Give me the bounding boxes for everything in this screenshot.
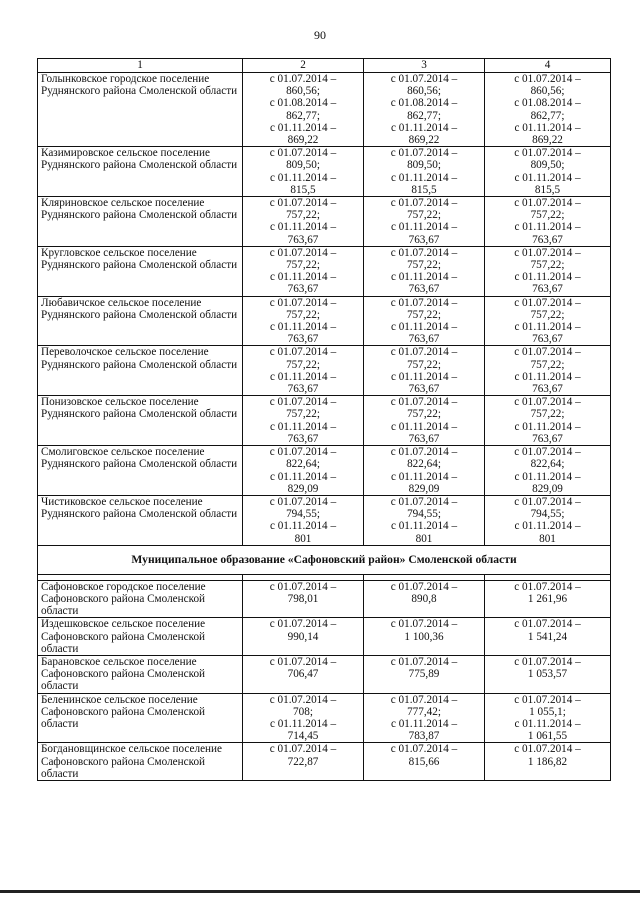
tariff-line: с 01.07.2014 – <box>514 197 581 210</box>
group2-body <box>38 580 611 780</box>
tariff-line: с 01.11.2014 – <box>390 520 458 533</box>
tariff-line: с 01.11.2014 – <box>269 171 337 184</box>
tariff-line: с 01.07.2014 – <box>390 580 458 593</box>
tariff-line: с 01.07.2014 – <box>269 446 337 459</box>
tariff-line: 757,22; <box>286 209 320 222</box>
tariff-cell <box>485 693 611 743</box>
tariff-line: с 01.11.2014 – <box>269 271 337 284</box>
tariff-line: с 01.11.2014 – <box>390 717 458 730</box>
tariff-cell <box>485 147 611 197</box>
tariff-line: 822,64; <box>407 458 441 471</box>
column-header: 1 <box>38 59 243 73</box>
tariff-line: 809,50; <box>286 159 320 172</box>
tariff-line: с 01.11.2014 – <box>269 520 337 533</box>
tariff-line: с 01.11.2014 – <box>514 171 581 184</box>
tariff-cell <box>364 655 485 693</box>
tariff-line: 777,42; <box>407 705 441 718</box>
tariff-cell <box>243 396 364 446</box>
settlement-name: Издешковское сельское поселение Сафоновского района Смоленской области <box>38 618 243 656</box>
table-row <box>38 246 611 296</box>
tariff-cell <box>364 73 485 147</box>
tariff-line: с 01.07.2014 – <box>514 346 581 359</box>
tariff-line: с 01.11.2014 – <box>390 321 458 334</box>
table-row <box>38 693 611 743</box>
tariff-line: 815,5 <box>534 183 561 196</box>
tariff-line: 783,87 <box>408 730 440 743</box>
tariff-cell <box>485 396 611 446</box>
tariff-line: с 01.11.2014 – <box>390 221 458 234</box>
tariff-line: с 01.07.2014 – <box>269 246 337 259</box>
tariff-cell <box>485 296 611 346</box>
tariff-line: 829,09 <box>287 482 319 495</box>
tariff-line: с 01.07.2014 – <box>514 246 581 259</box>
tariff-line: 815,5 <box>411 183 437 196</box>
tariff-line: 801 <box>539 532 556 545</box>
tariff-line: 822,64; <box>530 458 565 471</box>
tariff-line: 763,67 <box>532 233 563 246</box>
tariff-line: 757,22; <box>530 259 565 272</box>
tariff-line: 815,66 <box>408 755 440 768</box>
tariff-cell <box>364 346 485 396</box>
tariff-line: с 01.11.2014 – <box>514 221 581 234</box>
tariff-line: с 01.11.2014 – <box>514 520 581 533</box>
tariff-cell <box>485 346 611 396</box>
tariff-line: с 01.07.2014 – <box>390 618 458 631</box>
tariff-line: 757,22; <box>407 308 441 321</box>
settlement-name: Барановское сельское поселение Сафоновского района Смоленской области <box>38 655 243 693</box>
table-row <box>38 446 611 496</box>
tariff-line: с 01.11.2014 – <box>269 221 337 234</box>
tariff-cell <box>485 580 611 618</box>
tariff-cell <box>243 197 364 247</box>
tariff-cell <box>243 693 364 743</box>
settlement-name: Богдановщинское сельское поселение Сафоновского района Смоленской области <box>38 743 243 781</box>
tariff-line: с 01.07.2014 – <box>269 396 337 409</box>
tariff-line: 890,8 <box>411 592 437 605</box>
tariff-line: с 01.07.2014 – <box>269 73 337 85</box>
tariff-cell <box>485 743 611 781</box>
tariff-line: 763,67 <box>287 233 319 246</box>
tariff-line: 794,55; <box>530 508 565 521</box>
tariff-line: с 01.07.2014 – <box>269 655 337 668</box>
tariff-line: 862,77; <box>286 109 320 122</box>
tariff-line: 798,01 <box>287 592 319 605</box>
tariff-line: 757,22; <box>530 209 565 222</box>
tariff-line: с 01.07.2014 – <box>269 580 337 593</box>
tariff-line: с 01.07.2014 – <box>269 693 337 706</box>
tariff-line: 706,47 <box>287 668 319 681</box>
tariff-line: 757,22; <box>530 358 565 371</box>
tariff-line: 763,67 <box>287 383 319 396</box>
tariff-line: 763,67 <box>408 233 440 246</box>
tariff-line: 801 <box>294 532 312 545</box>
tariff-cell <box>243 446 364 496</box>
table-row <box>38 396 611 446</box>
tariff-cell <box>364 147 485 197</box>
tariff-line: 763,67 <box>408 333 440 346</box>
tariff-line: с 01.07.2014 – <box>390 655 458 668</box>
tariff-line: с 01.11.2014 – <box>269 121 337 134</box>
tariff-line: 822,64; <box>286 458 320 471</box>
tariff-line: с 01.07.2014 – <box>390 446 458 459</box>
tariff-line: с 01.08.2014 – <box>514 97 581 110</box>
tariff-line: 1 055,1; <box>529 705 566 718</box>
tariff-cell <box>364 296 485 346</box>
tariff-line: 1 061,55 <box>527 730 568 743</box>
tariff-line: с 01.07.2014 – <box>390 73 458 85</box>
tariff-line: с 01.07.2014 – <box>390 743 458 756</box>
settlement-name: Понизовское сельское поселение Руднянского района Смоленской области <box>38 396 243 446</box>
tariff-line: 829,09 <box>532 482 563 495</box>
tariff-line: с 01.11.2014 – <box>514 121 581 134</box>
table-row <box>38 346 611 396</box>
tariff-line: с 01.07.2014 – <box>514 618 581 631</box>
settlement-name: Кляриновское сельское поселение Руднянского района Смоленской области <box>38 197 243 247</box>
tariff-cell <box>485 73 611 147</box>
tariff-line: с 01.07.2014 – <box>514 147 581 160</box>
tariff-line: 801 <box>415 532 433 545</box>
tariff-line: с 01.07.2014 – <box>390 147 458 160</box>
tariff-line: 829,09 <box>408 482 440 495</box>
tariff-line: с 01.07.2014 – <box>390 197 458 210</box>
tariff-line: 763,67 <box>408 283 440 296</box>
tariff-line: 757,22; <box>286 408 320 421</box>
tariff-line: с 01.11.2014 – <box>390 370 458 383</box>
tariff-cell <box>364 197 485 247</box>
tariff-line: 722,87 <box>287 755 319 768</box>
tariff-line: 860,56; <box>530 85 565 98</box>
tariff-line: с 01.11.2014 – <box>514 321 581 334</box>
tariff-line: с 01.11.2014 – <box>269 321 337 334</box>
tariff-cell <box>364 246 485 296</box>
tariff-line: 869,22 <box>287 134 319 147</box>
table-row <box>38 147 611 197</box>
tariff-line: 860,56; <box>286 85 320 98</box>
table-row <box>38 296 611 346</box>
tariff-line: с 01.07.2014 – <box>514 495 581 508</box>
tariff-line: с 01.11.2014 – <box>514 717 581 730</box>
tariff-line: с 01.07.2014 – <box>390 246 458 259</box>
settlement-name: Сафоновское городское поселение Сафоновского района Смоленской области <box>38 580 243 618</box>
settlement-name: Смолиговское сельское поселение Руднянского района Смоленской области <box>38 446 243 496</box>
tariff-line: 763,67 <box>532 283 563 296</box>
tariff-line: с 01.07.2014 – <box>269 743 337 756</box>
tariff-line: 757,22; <box>530 308 565 321</box>
tariff-line: с 01.11.2014 – <box>390 271 458 284</box>
section-row <box>38 545 611 574</box>
tariff-line: с 01.07.2014 – <box>269 147 337 160</box>
tariff-line: 763,67 <box>287 283 319 296</box>
tariff-line: 862,77; <box>407 109 441 122</box>
tariff-line: 763,67 <box>287 432 319 445</box>
table-row <box>38 197 611 247</box>
table-row <box>38 73 611 147</box>
group1-body <box>38 73 611 546</box>
table-row <box>38 743 611 781</box>
tariff-line: 862,77; <box>530 109 565 122</box>
tariff-line: с 01.11.2014 – <box>390 171 458 184</box>
tariff-line: с 01.11.2014 – <box>514 470 581 483</box>
header-row <box>38 59 611 73</box>
tariff-line: 757,22; <box>407 408 441 421</box>
tariff-line: 860,56; <box>407 85 441 98</box>
tariff-cell <box>243 618 364 656</box>
tariff-line: с 01.07.2014 – <box>390 693 458 706</box>
tariff-line: с 01.07.2014 – <box>269 197 337 210</box>
tariff-line: с 01.11.2014 – <box>514 370 581 383</box>
tariff-line: 757,22; <box>530 408 565 421</box>
tariff-line: 815,5 <box>290 183 316 196</box>
tariff-line: 763,67 <box>532 383 563 396</box>
settlement-name: Переволочское сельское поселение Руднянского района Смоленской области <box>38 346 243 396</box>
settlement-name: Казимировское сельское поселение Руднянского района Смоленской области <box>38 147 243 197</box>
settlement-name: Кругловское сельское поселение Руднянского района Смоленской области <box>38 246 243 296</box>
tariff-line: с 01.11.2014 – <box>390 420 458 433</box>
tariff-line: 1 053,57 <box>527 668 568 681</box>
tariff-cell <box>364 446 485 496</box>
tariff-line: с 01.07.2014 – <box>390 296 458 309</box>
settlement-name: Чистиковское сельское поселение Руднянского района Смоленской области <box>38 495 243 545</box>
column-header: 4 <box>485 59 611 73</box>
column-header: 2 <box>243 59 364 73</box>
tariff-line: 990,14 <box>287 630 319 643</box>
tariff-line: 809,50; <box>407 159 441 172</box>
tariff-line: с 01.07.2014 – <box>514 446 581 459</box>
tariff-line: 757,22; <box>407 209 441 222</box>
tariff-cell <box>485 495 611 545</box>
settlement-name: Голынковское городское поселение Руднянского района Смоленской области <box>38 73 243 147</box>
tariff-line: 1 261,96 <box>527 592 568 605</box>
tariff-line: 757,22; <box>286 308 320 321</box>
tariff-line: 757,22; <box>286 358 320 371</box>
tariff-line: 708; <box>293 705 313 718</box>
tariff-cell <box>243 580 364 618</box>
tariff-cell <box>243 743 364 781</box>
tariff-line: 714,45 <box>287 730 319 743</box>
tariff-cell <box>243 655 364 693</box>
tariff-cell <box>485 197 611 247</box>
tariff-line: с 01.07.2014 – <box>390 495 458 508</box>
tariff-line: с 01.11.2014 – <box>390 470 458 483</box>
tariff-cell <box>243 73 364 147</box>
tariff-line: с 01.07.2014 – <box>514 396 581 409</box>
tariff-cell <box>364 693 485 743</box>
tariff-line: с 01.07.2014 – <box>269 495 337 508</box>
section-title: Муниципальное образование «Сафоновский район» Смоленской области <box>38 545 611 574</box>
tariff-line: с 01.07.2014 – <box>514 693 581 706</box>
bottom-rule <box>0 890 640 893</box>
table-row <box>38 618 611 656</box>
tariff-line: 794,55; <box>286 508 320 521</box>
tariff-cell <box>364 495 485 545</box>
tariff-line: с 01.11.2014 – <box>514 271 581 284</box>
tariff-cell <box>243 246 364 296</box>
tariff-cell <box>485 618 611 656</box>
tariff-line: 757,22; <box>407 259 441 272</box>
tariff-line: с 01.07.2014 – <box>514 655 581 668</box>
tariff-line: 1 186,82 <box>527 755 568 768</box>
tariff-line: с 01.11.2014 – <box>269 470 337 483</box>
tariff-line: с 01.07.2014 – <box>269 346 337 359</box>
tariff-line: с 01.07.2014 – <box>514 743 581 756</box>
tariff-line: 763,67 <box>287 333 319 346</box>
tariff-line: с 01.08.2014 – <box>269 97 337 110</box>
tariff-line: с 01.07.2014 – <box>269 618 337 631</box>
tariff-line: с 01.11.2014 – <box>514 420 581 433</box>
settlement-name: Беленинское сельское поселение Сафоновского района Смоленской области <box>38 693 243 743</box>
table-row <box>38 580 611 618</box>
tariff-line: 794,55; <box>407 508 441 521</box>
tariff-line: 763,67 <box>408 383 440 396</box>
tariff-table <box>37 58 611 781</box>
tariff-line: 809,50; <box>530 159 565 172</box>
tariff-line: с 01.11.2014 – <box>390 121 458 134</box>
tariff-line: 869,22 <box>532 134 563 147</box>
tariff-cell <box>485 655 611 693</box>
tariff-line: 775,89 <box>408 668 440 681</box>
table-row <box>38 495 611 545</box>
tariff-line: 757,22; <box>286 259 320 272</box>
tariff-cell <box>243 495 364 545</box>
tariff-cell <box>364 618 485 656</box>
tariff-line: 763,67 <box>408 432 440 445</box>
tariff-line: 869,22 <box>408 134 440 147</box>
tariff-line: с 01.07.2014 – <box>269 296 337 309</box>
tariff-line: с 01.11.2014 – <box>269 370 337 383</box>
tariff-line: с 01.11.2014 – <box>269 717 337 730</box>
tariff-line: 757,22; <box>407 358 441 371</box>
tariff-line: с 01.07.2014 – <box>514 73 581 85</box>
tariff-line: 1 100,36 <box>404 630 444 643</box>
tariff-line: с 01.07.2014 – <box>390 346 458 359</box>
tariff-line: с 01.07.2014 – <box>514 580 581 593</box>
tariff-cell <box>364 743 485 781</box>
tariff-line: с 01.07.2014 – <box>514 296 581 309</box>
tariff-line: 1 541,24 <box>527 630 568 643</box>
tariff-cell <box>243 296 364 346</box>
tariff-line: с 01.07.2014 – <box>390 396 458 409</box>
tariff-cell <box>485 246 611 296</box>
tariff-cell <box>243 346 364 396</box>
tariff-cell <box>364 396 485 446</box>
tariff-line: 763,67 <box>532 333 563 346</box>
tariff-line: с 01.08.2014 – <box>390 97 458 110</box>
tariff-cell <box>364 580 485 618</box>
column-header: 3 <box>364 59 485 73</box>
tariff-line: с 01.11.2014 – <box>269 420 337 433</box>
tariff-line: 763,67 <box>532 432 563 445</box>
settlement-name: Любавичское сельское поселение Руднянского района Смоленской области <box>38 296 243 346</box>
table-row <box>38 655 611 693</box>
page-number: 90 <box>314 28 326 42</box>
tariff-cell <box>243 147 364 197</box>
tariff-cell <box>485 446 611 496</box>
